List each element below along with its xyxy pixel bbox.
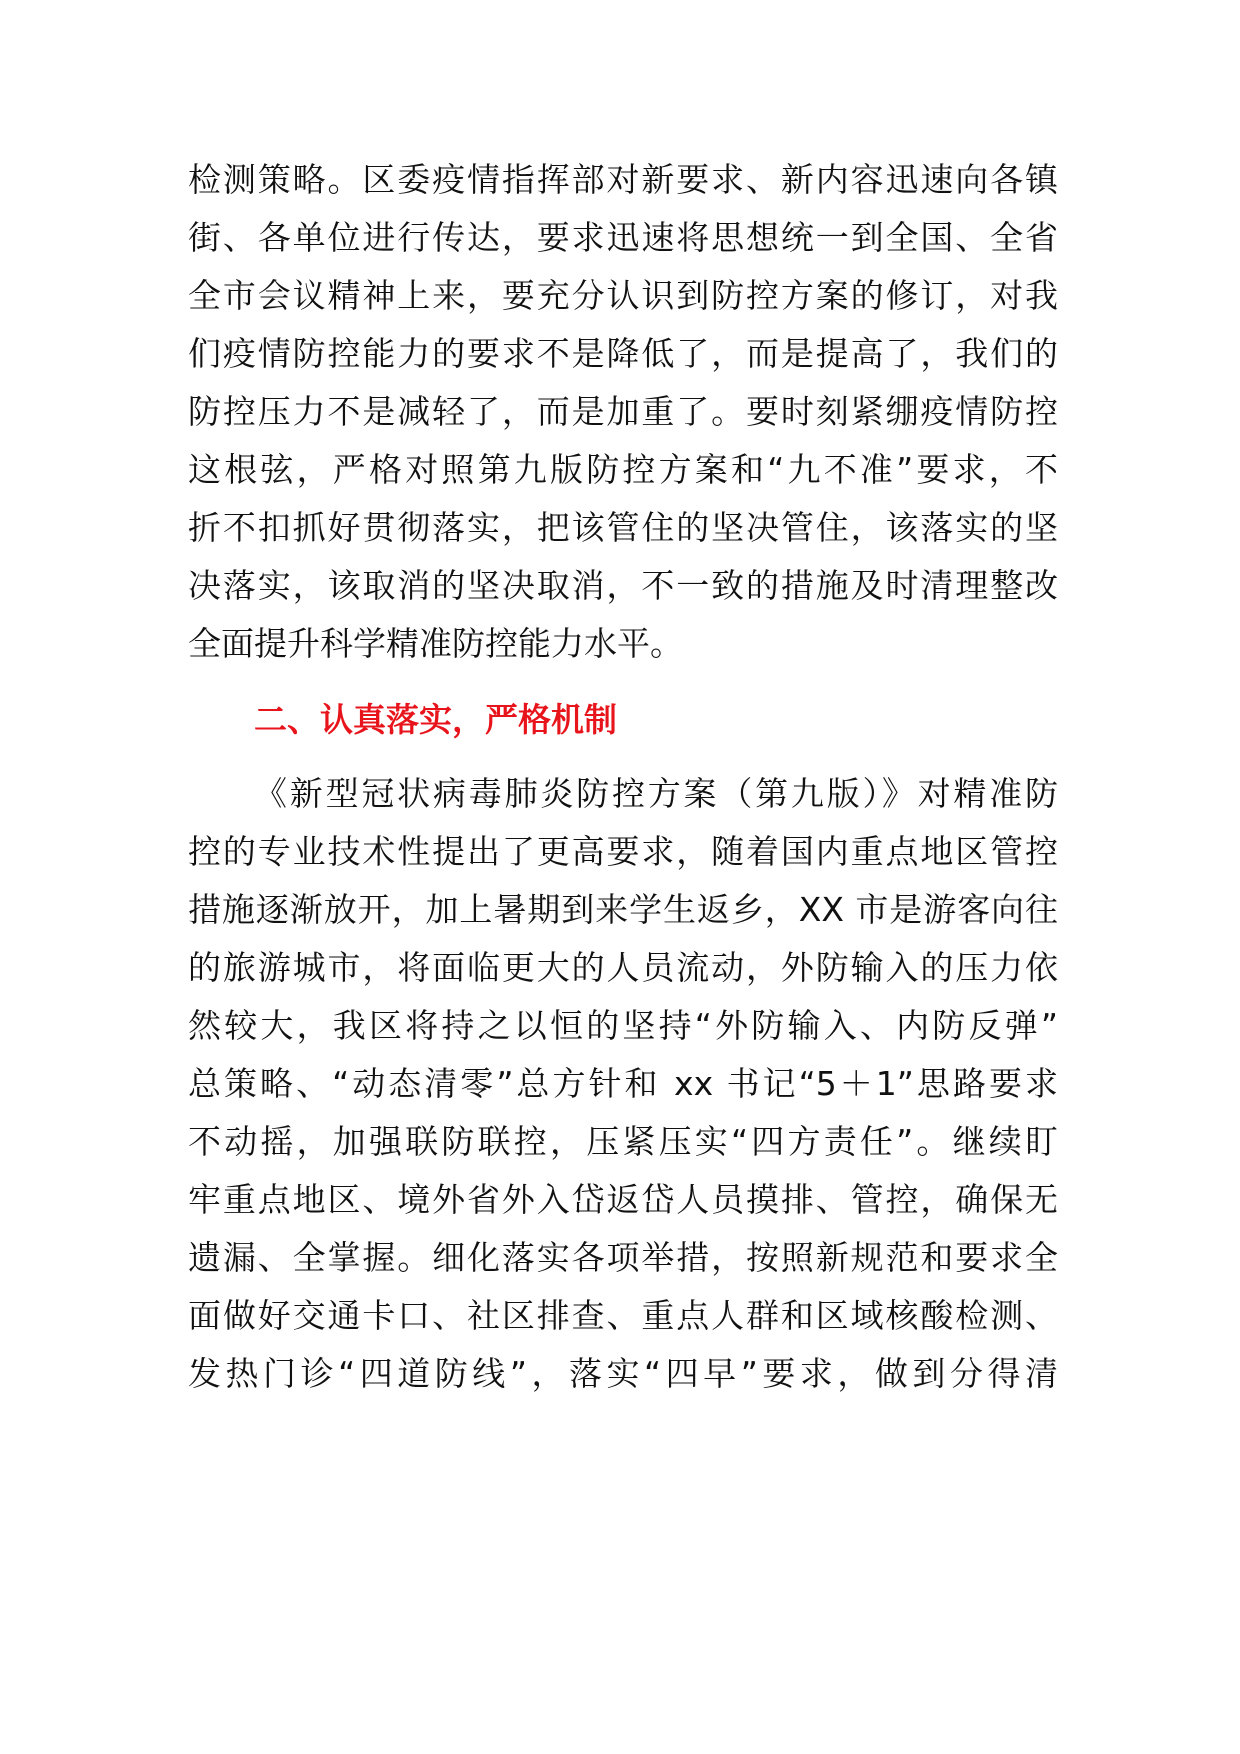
paragraph-1-line-9: 全面提升科学精准防控能力水平。 bbox=[188, 624, 683, 663]
paragraph-2-line-10: 面做好交通卡口、社区排查、重点人群和区域核酸检测、 bbox=[188, 1296, 1058, 1335]
paragraph-1-line-4: 们疫情防控能力的要求不是降低了，而是提高了，我们的 bbox=[188, 334, 1058, 373]
paragraph-1-line-6: 这根弦，严格对照第九版防控方案和“九不准”要求，不 bbox=[188, 450, 1058, 489]
paragraph-2-line-11: 发热门诊“四道防线”，落实“四早”要求，做到分得清 bbox=[188, 1354, 1058, 1393]
paragraph-2-line-9: 遗漏、全掌握。细化落实各项举措，按照新规范和要求全 bbox=[188, 1238, 1058, 1277]
paragraph-1-line-8: 决落实，该取消的坚决取消，不一致的措施及时清理整改 bbox=[188, 566, 1058, 605]
paragraph-1-line-3: 全市会议精神上来，要充分认识到防控方案的修订，对我 bbox=[188, 276, 1058, 315]
paragraph-2-line-6: 总策略、“动态清零”总方针和 xx 书记“5＋1”思路要求 bbox=[188, 1064, 1058, 1103]
paragraph-1-line-1: 检测策略。区委疫情指挥部对新要求、新内容迅速向各镇 bbox=[188, 160, 1058, 199]
paragraph-2-line-2: 控的专业技术性提出了更高要求，随着国内重点地区管控 bbox=[188, 832, 1058, 871]
paragraph-2-line-1: 《新型冠状病毒肺炎防控方案（第九版）》对精准防 bbox=[254, 774, 1058, 813]
paragraph-2-line-5: 然较大，我区将持之以恒的坚持“外防输入、内防反弹” bbox=[188, 1006, 1058, 1045]
paragraph-2-line-7: 不动摇，加强联防联控，压紧压实“四方责任”。继续盯 bbox=[188, 1122, 1058, 1161]
paragraph-1-line-5: 防控压力不是减轻了，而是加重了。要时刻紧绷疫情防控 bbox=[188, 392, 1058, 431]
paragraph-2-line-8: 牢重点地区、境外省外入岱返岱人员摸排、管控，确保无 bbox=[188, 1180, 1058, 1219]
section-heading: 二、认真落实，严格机制 bbox=[254, 700, 617, 739]
paragraph-2-line-3: 措施逐渐放开，加上暑期到来学生返乡，XX 市是游客向往 bbox=[188, 890, 1058, 929]
paragraph-1-line-7: 折不扣抓好贯彻落实，把该管住的坚决管住，该落实的坚 bbox=[188, 508, 1058, 547]
paragraph-2-line-4: 的旅游城市，将面临更大的人员流动，外防输入的压力依 bbox=[188, 948, 1058, 987]
paragraph-1-line-2: 街、各单位进行传达，要求迅速将思想统一到全国、全省 bbox=[188, 218, 1058, 257]
